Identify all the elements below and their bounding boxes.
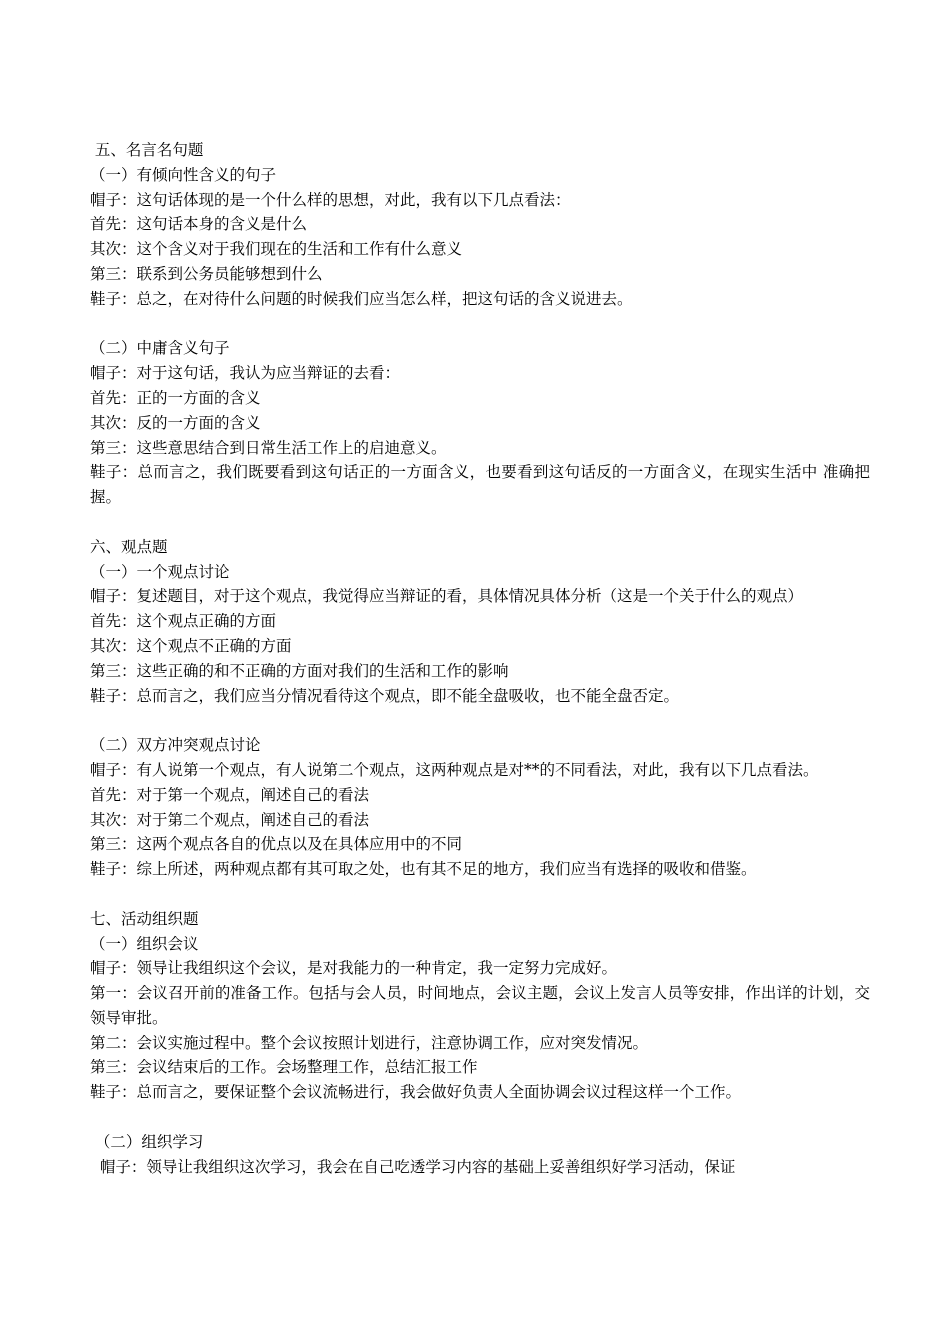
text-paragraph: 帽子：复述题目，对于这个观点，我觉得应当辩证的看，具体情况具体分析（这是一个关于什么的观点） — [90, 587, 804, 606]
text-line: 首先：对于第一个观点，阐述自己的看法 — [90, 785, 370, 804]
text-paragraph: 第一：会议召开前的准备工作。包括与会人员，时间地点，会议主题，会议上发言人员等安排，作出详的计划，交领导审批。 — [90, 984, 870, 1027]
text-line: 鞋子：综上所述，两种观点都有其可取之处，也有其不足的地方，我们应当有选择的吸收和借鉴。 — [90, 860, 757, 879]
section-heading: 六、观点题 — [90, 537, 168, 556]
blank-line — [90, 312, 870, 337]
subsection-heading: （一）有倾向性含义的句子 — [90, 165, 277, 184]
subsection-heading: （二）中庸含义句子 — [90, 339, 230, 358]
text-line: 第三：会议结束后的工作。会场整理工作，总结汇报工作 — [90, 1058, 478, 1077]
document-page — [90, 138, 870, 1179]
blank-line — [90, 510, 870, 535]
text-line: 鞋子：总而言之，我们应当分情况看待这个观点，即不能全盘吸收，也不能全盘否定。 — [90, 686, 680, 705]
text-line: 第三：这两个观点各自的优点以及在具体应用中的不同 — [90, 835, 463, 854]
text-line: 第三：这些意思结合到日常生活工作上的启迪意义。 — [90, 438, 447, 457]
text-line: 帽子：领导让我组织这个会议，是对我能力的一种肯定，我一定努力完成好。 — [90, 959, 618, 978]
text-line: 第三：联系到公务员能够想到什么 — [90, 264, 323, 283]
subsection-heading: （二）双方冲突观点讨论 — [90, 736, 261, 755]
text-line: 首先：这个观点正确的方面 — [90, 612, 277, 631]
text-line: 其次：这个含义对于我们现在的生活和工作有什么意义 — [90, 240, 463, 259]
text-line: 首先：这句话本身的含义是什么 — [90, 215, 308, 234]
text-paragraph: 鞋子：总而言之，我们既要看到这句话正的一方面含义，也要看到这句话反的一方面含义，在现实生活中 准确把握。 — [90, 463, 870, 507]
blank-line — [90, 1105, 870, 1130]
subsection-heading: （一）组织会议 — [90, 934, 199, 953]
text-line: 帽子：对于这句话，我认为应当辩证的去看： — [90, 364, 401, 383]
text-line: 帽子：这句话体现的是一个什么样的思想，对此，我有以下几点看法： — [90, 190, 571, 209]
blank-line — [90, 882, 870, 907]
text-line: 鞋子：总而言之，要保证整个会议流畅进行，我会做好负责人全面协调会议过程这样一个工作。 — [90, 1083, 742, 1102]
blank-line — [90, 708, 870, 733]
text-line: 鞋子：总之，在对待什么问题的时候我们应当怎么样，把这句话的含义说进去。 — [90, 289, 633, 308]
text-line: 第二：会议实施过程中。整个会议按照计划进行，注意协调工作，应对突发情况。 — [90, 1033, 649, 1052]
text-line: 首先：正的一方面的含义 — [90, 388, 261, 407]
subsection-heading: （一）一个观点讨论 — [90, 562, 230, 581]
subsection-heading: （二）组织学习 — [90, 1132, 204, 1151]
section-heading: 五、名言名句题 — [90, 141, 204, 159]
text-line: 其次：对于第二个观点，阐述自己的看法 — [90, 810, 370, 829]
text-line: 其次：这个观点不正确的方面 — [90, 636, 292, 655]
text-line: 帽子：领导让我组织这次学习，我会在自己吃透学习内容的基础上妥善组织好学习活动，保证 — [90, 1157, 736, 1176]
section-heading: 七、活动组织题 — [90, 909, 199, 928]
text-paragraph: 帽子：有人说第一个观点，有人说第二个观点，这两种观点是对**的不同看法，对此，我有以下几点看法。 — [90, 760, 819, 779]
text-line: 第三：这些正确的和不正确的方面对我们的生活和工作的影响 — [90, 661, 509, 680]
text-line: 其次：反的一方面的含义 — [90, 413, 261, 432]
